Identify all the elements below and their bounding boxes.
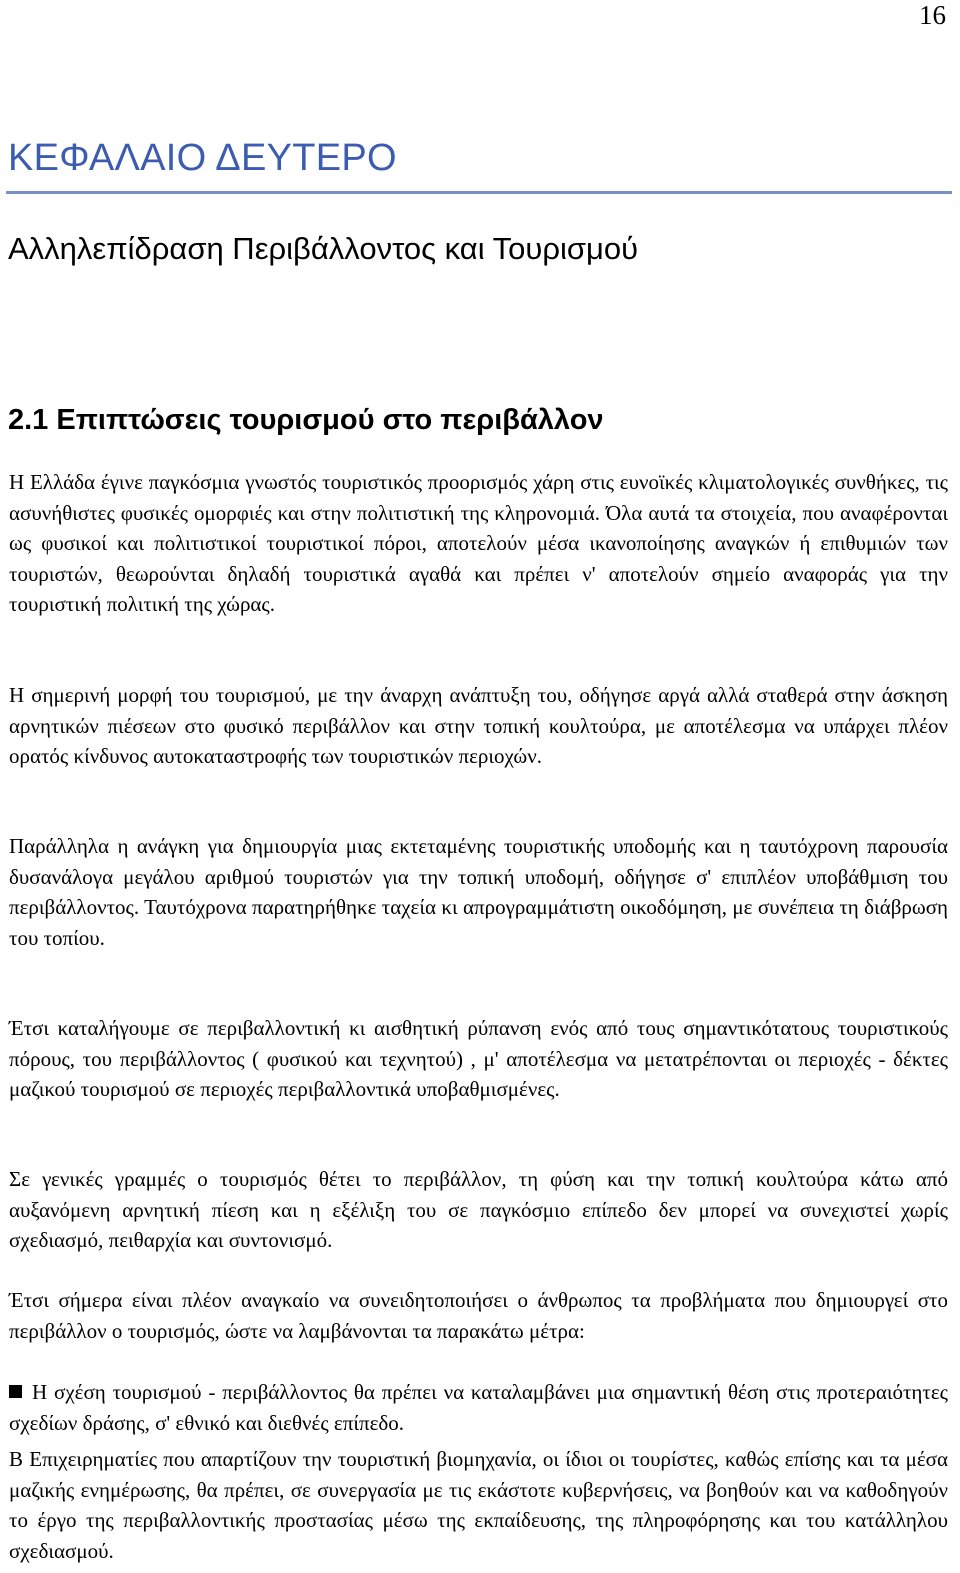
measure-item-1 [9,1377,948,1438]
measure-item-2: Β Επιχειρηματίες που απαρτίζουν την τουριστική βιομηχανία, οι ίδιοι οι τουρίστες, καθώς επίσης και τα μέσα μαζικής ενημέρωσης, θα πρέπει, σε συνεργασία με τις εκάστοτε κυβερνήσεις, να βοηθούν και να καθοδηγούν το έργο της περιβαλλοντικής προστασίας μέσω της εκπαίδευσης, της πληροφόρησης και του κατάλληλου σχεδιασμού. [9,1447,948,1563]
square-bullet-icon [9,1385,22,1398]
paragraph-infrastructure: Παράλληλα η ανάγκη για δημιουργία μιας εκτεταμένης τουριστικής υποδομής και η ταυτόχρονη παρουσία δυσανάλογα μεγάλου αριθμού τουριστών για την τοπική υποδομή, οδήγησε σ' επιπλέον υποβάθμιση του περιβάλλοντος. Ταυτόχρονα παρατηρήθηκε ταχεία κι απρογραμμάτιστη οικοδόμηση, με συνέπεια τη διάβρωση του τοπίου. [9,834,948,950]
chapter-heading: ΚΕΦΑΛΑΙΟ ΔΕΥΤΕΡΟ [8,137,397,179]
paragraph-greece-tourism: Η Ελλάδα έγινε παγκόσμια γνωστός τουριστικός προορισμός χάρη στις ευνοϊκές κλιματολογικές συνθήκες, τις ασυνήθιστες φυσικές ομορφιές και στην πολιτιστική της κληρονομιά. Όλα αυτά τα στοιχεία, που αναφέρονται ως φυσικοί και πολιτιστικοί τουριστικοί πόροι, αποτελούν μέσα ικανοποίησης αναγκών ή επιθυμιών των τουριστών, θεωρούνται δηλαδή τουριστικά αγαθά και πρέπει ν' αποτελούν σημείο αναφοράς για την τουριστική πολιτική της χώρας. [9,470,948,616]
paragraph-current-tourism: Η σημερινή μορφή του τουρισμού, με την άναρχη ανάπτυξη του, οδήγησε αργά αλλά σταθερά στην άσκηση αρνητικών πιέσεων στο φυσικό περιβάλλον και στην τοπική κουλτούρα, με αποτέλεσμα να υπάρχει πλέον ορατός κίνδυνος αυτοκαταστροφής των τουριστικών περιοχών. [9,683,948,768]
paragraph-negative-pressure: Σε γενικές γραμμές ο τουρισμός θέτει το περιβάλλον, τη φύση και την τοπική κουλτούρα κάτω από αυξανόμενη αρνητική πίεση και η εξέλιξη του σε παγκόσμιο επίπεδο δεν μπορεί να συνεχιστεί χωρίς σχεδιασμό, πειθαρχία και συντονισμό. [9,1167,948,1252]
measure-item-1-text: Η σχέση τουρισμού - περιβάλλοντος θα πρέπει να καταλαμβάνει μια σημαντική θέση στις προτεραιότητες σχεδίων δράσης, σ' εθνικό και διεθνές επίπεδο. [9,1380,948,1435]
section-heading: 2.1 Επιπτώσεις τουρισμού στο περιβάλλον [8,404,604,436]
chapter-subtitle: Αλληλεπίδραση Περιβάλλοντος και Τουρισμού [8,231,639,266]
chapter-heading-rule [6,191,952,194]
paragraph-measures-intro: Έτσι σήμερα είναι πλέον αναγκαίο να συνειδητοποιήσει ο άνθρωπος τα προβλήματα που δημιουργεί στο περιβάλλον ο τουρισμός, ώστε να λαμβάνονται τα παρακάτω μέτρα: [9,1288,948,1343]
paragraph-pollution: Έτσι καταλήγουμε σε περιβαλλοντική κι αισθητική ρύπανση ενός από τους σημαντικότατους τουριστικούς πόρους, του περιβάλλοντος ( φυσικού και τεχνητού) , μ' αποτέλεσμα να μετατρέπονται οι περιοχές - δέκτες μαζικού τουρισμού σε περιοχές περιβαλλοντικά υποβαθμισμένες. [9,1016,948,1101]
page-number: 16 [919,0,946,30]
